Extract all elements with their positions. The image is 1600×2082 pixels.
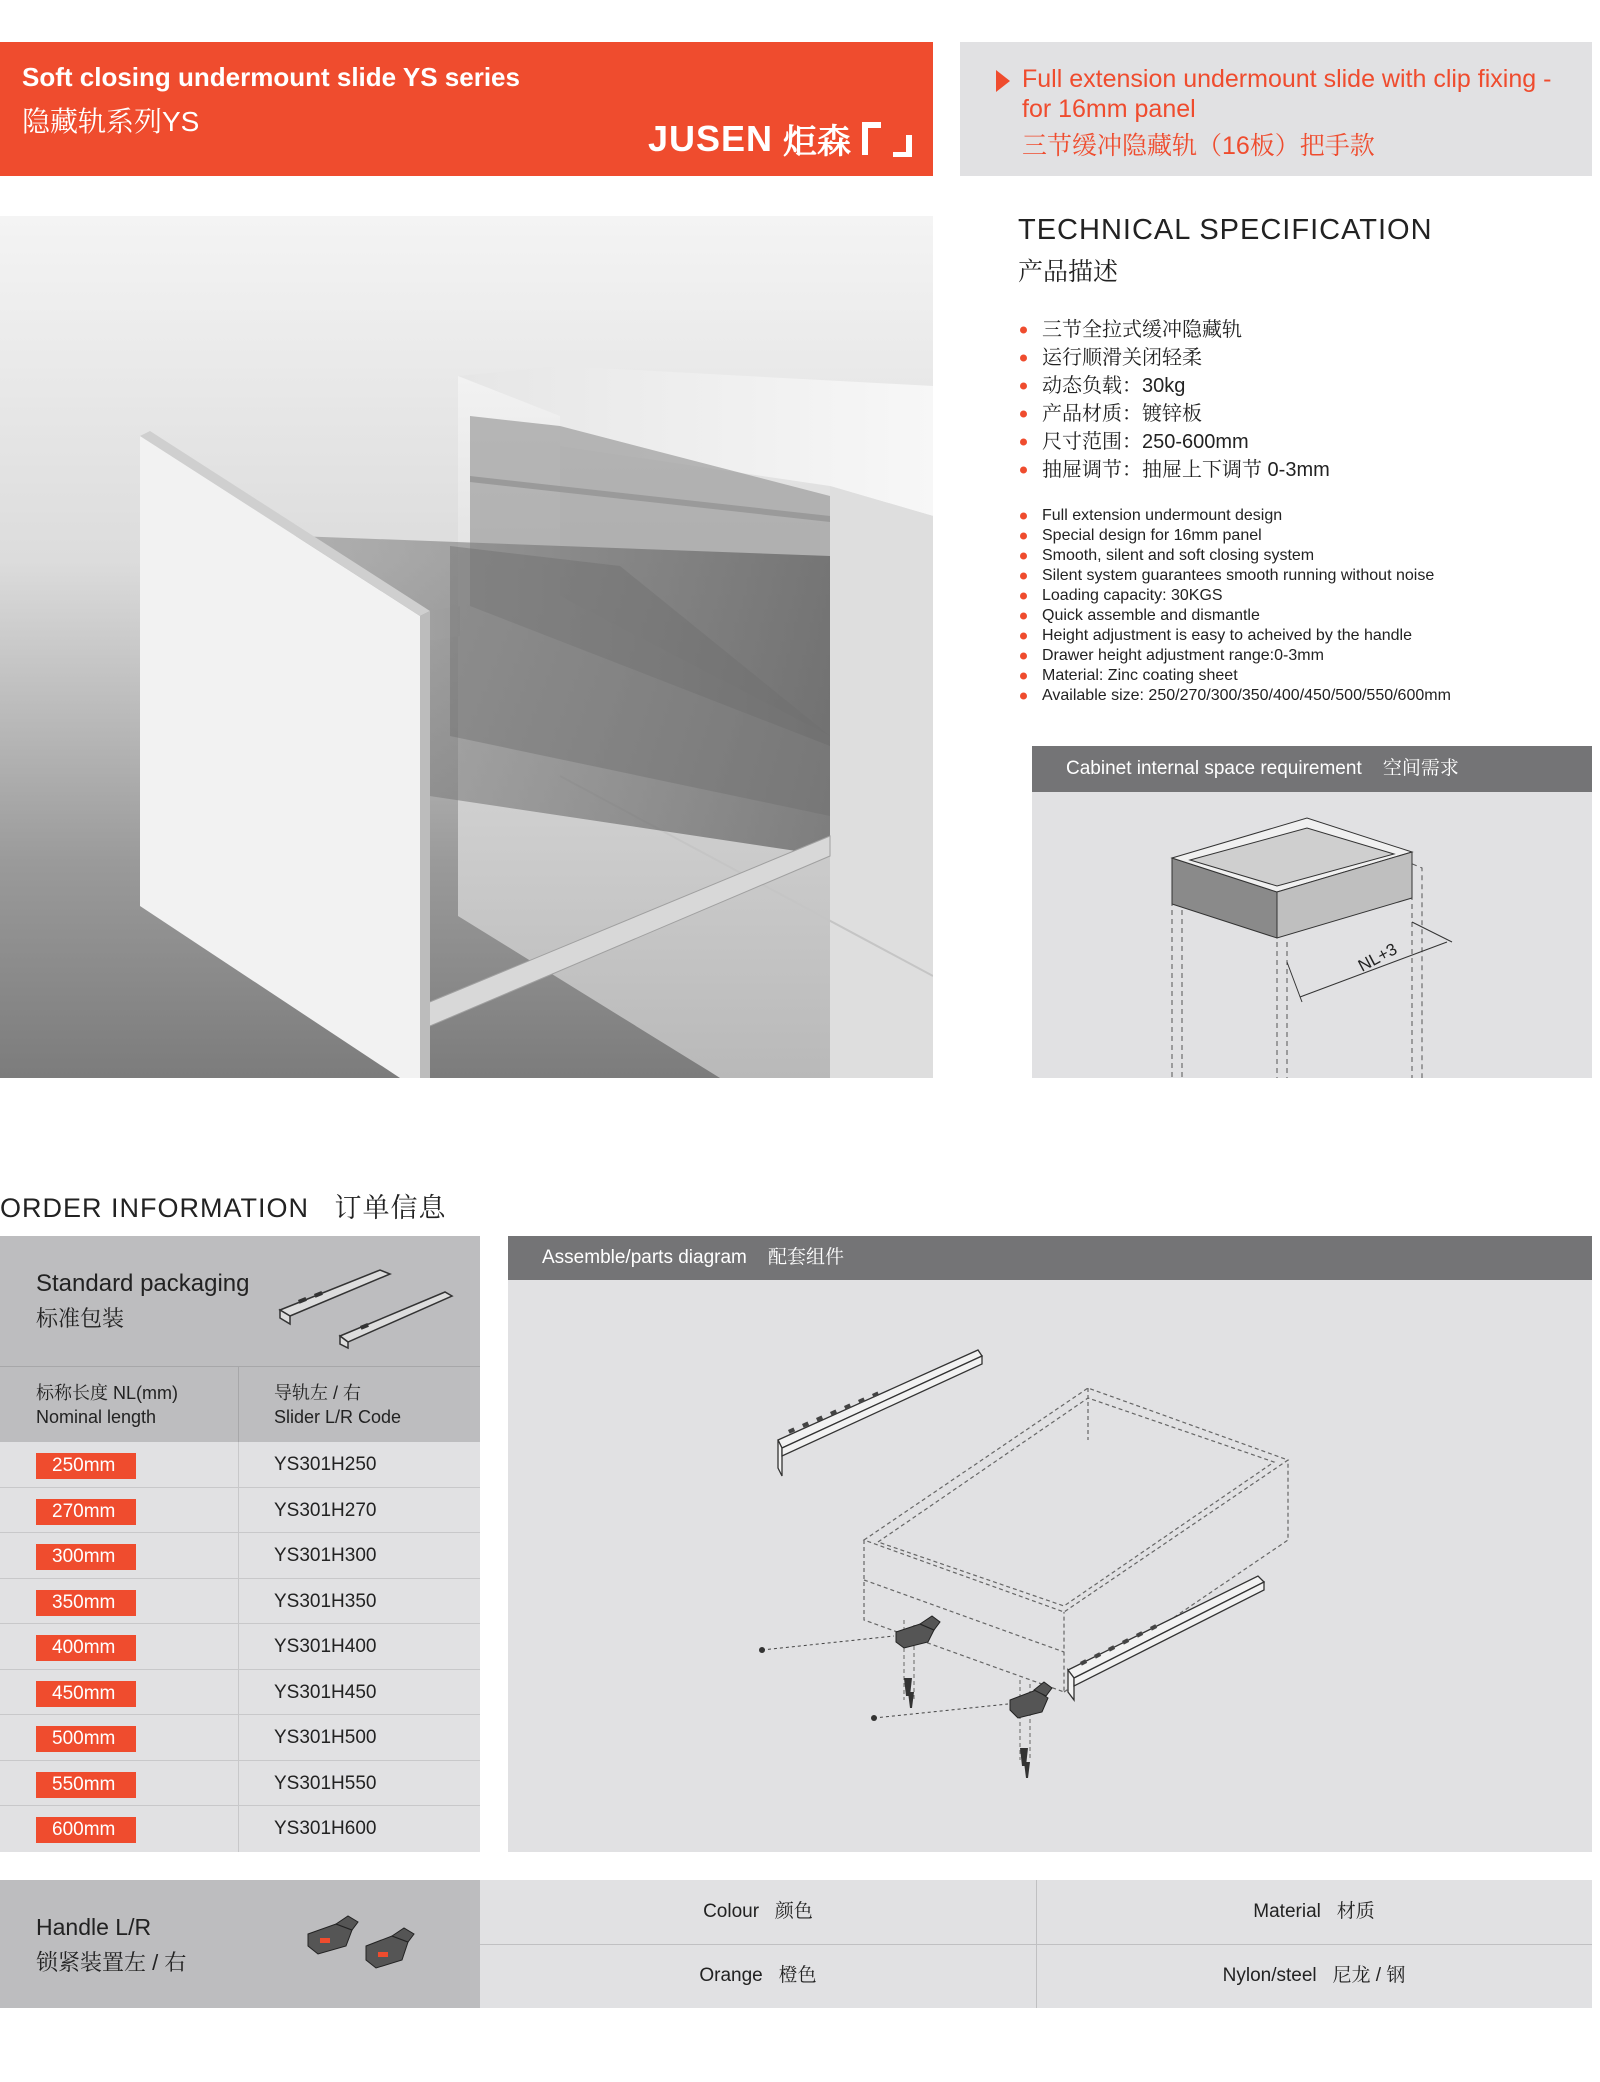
- assemble-drawing: [508, 1280, 1592, 1852]
- handle-title-zh: 锁紧装置左 / 右: [36, 1950, 187, 1975]
- table-row: [0, 1624, 480, 1670]
- colour-label: [480, 1880, 1036, 1944]
- table-row: [0, 1442, 480, 1488]
- column-divider: [238, 1579, 239, 1624]
- brand-name: JUSEN: [647, 117, 773, 159]
- column-divider: [238, 1624, 239, 1669]
- material-label-en: Material: [1253, 1901, 1321, 1922]
- list-item: 运行顺滑关闭轻柔: [1018, 344, 1578, 372]
- length-badge: 500mm: [36, 1726, 136, 1752]
- product-title-zh: 三节缓冲隐藏轨（16板）把手款: [1022, 132, 1375, 160]
- col2-label-zh: 导轨左 / 右: [274, 1383, 362, 1403]
- table-row: [0, 1715, 480, 1761]
- col1-label-zh: 标称长度 NL(mm): [36, 1383, 178, 1403]
- list-item: 产品材质：镀锌板: [1018, 400, 1578, 428]
- handle-title-en: Handle L/R: [36, 1914, 152, 1940]
- list-item: 动态负载：30kg: [1018, 372, 1578, 400]
- list-item: Full extension undermount design: [1018, 506, 1588, 526]
- header-banner: [0, 42, 933, 176]
- material-value: [1036, 1944, 1592, 2008]
- list-item: 抽屉调节：抽屉上下调节 0-3mm: [1018, 456, 1578, 484]
- colour-label-zh: 颜色: [774, 1901, 813, 1922]
- order-title-zh: 订单信息: [334, 1193, 447, 1223]
- column-divider: [238, 1442, 239, 1487]
- list-item: Quick assemble and dismantle: [1018, 606, 1588, 626]
- features-en-list: [1018, 506, 1588, 706]
- slider-code: YS301H600: [274, 1818, 377, 1839]
- column-divider: [238, 1533, 239, 1578]
- column-divider: [238, 1761, 239, 1806]
- list-item: Special design for 16mm panel: [1018, 526, 1588, 546]
- colour-value-zh: 橙色: [778, 1965, 817, 1986]
- slider-code: YS301H550: [274, 1772, 377, 1794]
- colour-value: [480, 1944, 1036, 2008]
- list-item: Smooth, silent and soft closing system: [1018, 546, 1588, 566]
- column-divider: [238, 1488, 239, 1533]
- list-item: Silent system guarantees smooth running without noise: [1018, 566, 1588, 586]
- brand-mark-icon: [861, 121, 913, 157]
- list-item: 三节全拉式缓冲隐藏轨: [1018, 316, 1578, 344]
- cabinet-space-header: [1032, 746, 1592, 792]
- table-row: [0, 1488, 480, 1534]
- column-divider: [238, 1367, 239, 1443]
- order-table-header: [0, 1366, 480, 1443]
- length-badge: 550mm: [36, 1772, 136, 1798]
- table-row: [0, 1579, 480, 1625]
- col2-label-en: Slider L/R Code: [274, 1407, 402, 1427]
- slide-rail-icon: [270, 1260, 470, 1350]
- colour-label-en: Colour: [703, 1901, 760, 1922]
- table-row: [0, 1670, 480, 1716]
- assemble-label-en: Assemble/parts diagram: [542, 1247, 747, 1268]
- brand-name-zh: 炬森: [783, 123, 851, 161]
- col-nominal-length: [36, 1381, 178, 1429]
- order-title: [0, 1186, 447, 1225]
- col1-label-en: Nominal length: [36, 1407, 157, 1427]
- product-title-en: Full extension undermount slide with clip fixing - for 16mm panel: [1022, 65, 1552, 123]
- assemble-diagram-panel: [508, 1236, 1592, 1852]
- table-row: [0, 1761, 480, 1807]
- material-label: [1036, 1880, 1592, 1944]
- cabinet-drawing: [1032, 792, 1592, 1078]
- table-row: [0, 1806, 480, 1852]
- list-item: Loading capacity: 30KGS: [1018, 586, 1588, 606]
- material-value-zh: 尼龙 / 钢: [1332, 1965, 1406, 1986]
- slider-code: YS301H250: [274, 1454, 377, 1475]
- assemble-label-zh: 配套组件: [768, 1247, 845, 1268]
- length-badge: 350mm: [36, 1590, 136, 1616]
- material-label-zh: 材质: [1336, 1901, 1375, 1922]
- series-title-zh: 隐藏轨系列YS: [22, 106, 200, 137]
- slider-code: YS301H300: [274, 1545, 377, 1566]
- cabinet-label-en: Cabinet internal space requirement: [1066, 758, 1362, 779]
- features-zh-list: [1018, 316, 1578, 484]
- material-value-en: Nylon/steel: [1222, 1965, 1317, 1986]
- assemble-header: [508, 1236, 1592, 1280]
- column-divider: [238, 1715, 239, 1760]
- col-slider-code: [274, 1381, 401, 1429]
- slider-code: YS301H270: [274, 1499, 377, 1521]
- slider-code: YS301H500: [274, 1727, 377, 1748]
- list-item: Material: Zinc coating sheet: [1018, 666, 1588, 686]
- standard-packaging: [0, 1236, 480, 1366]
- length-badge: 300mm: [36, 1544, 136, 1570]
- slider-code: YS301H350: [274, 1590, 377, 1612]
- length-badge: 400mm: [36, 1635, 136, 1661]
- cabinet-label-zh: 空间需求: [1382, 758, 1459, 779]
- table-row: [0, 1533, 480, 1579]
- product-photo: [0, 216, 933, 1078]
- length-badge: 270mm: [36, 1499, 136, 1525]
- series-title-en: Soft closing undermount slide YS series: [22, 62, 520, 92]
- length-badge: 600mm: [36, 1817, 136, 1843]
- order-title-en: ORDER INFORMATION: [0, 1193, 309, 1223]
- packaging-en: Standard packaging: [36, 1270, 250, 1297]
- slider-code: YS301H400: [274, 1636, 377, 1657]
- list-item: Drawer height adjustment range:0-3mm: [1018, 646, 1588, 666]
- list-item: Available size: 250/270/300/350/400/450/500/550/600mm: [1018, 686, 1588, 706]
- column-divider: [238, 1806, 239, 1852]
- slider-code: YS301H450: [274, 1681, 377, 1703]
- handle-section: [0, 1880, 480, 2008]
- packaging-zh: 标准包装: [36, 1306, 125, 1331]
- length-badge: 450mm: [36, 1681, 136, 1707]
- cabinet-space-panel: [1032, 746, 1592, 1078]
- play-arrow-icon: [996, 70, 1010, 92]
- list-item: Height adjustment is easy to acheived by the handle: [1018, 626, 1588, 646]
- column-divider: [1036, 1880, 1037, 2008]
- spec-subtitle: 产品描述: [1018, 258, 1119, 286]
- column-divider: [238, 1670, 239, 1715]
- product-header: [960, 42, 1592, 176]
- handle-clip-icon: [300, 1908, 430, 1978]
- brand-logo: [648, 114, 913, 163]
- order-table-body: [0, 1442, 480, 1852]
- list-item: 尺寸范围：250-600mm: [1018, 428, 1578, 456]
- handle-attributes: [480, 1880, 1592, 2008]
- dimension-label: NL+3: [1354, 939, 1401, 976]
- spec-title: TECHNICAL SPECIFICATION: [1018, 214, 1433, 246]
- colour-value-en: Orange: [699, 1965, 763, 1986]
- length-badge: 250mm: [36, 1453, 136, 1479]
